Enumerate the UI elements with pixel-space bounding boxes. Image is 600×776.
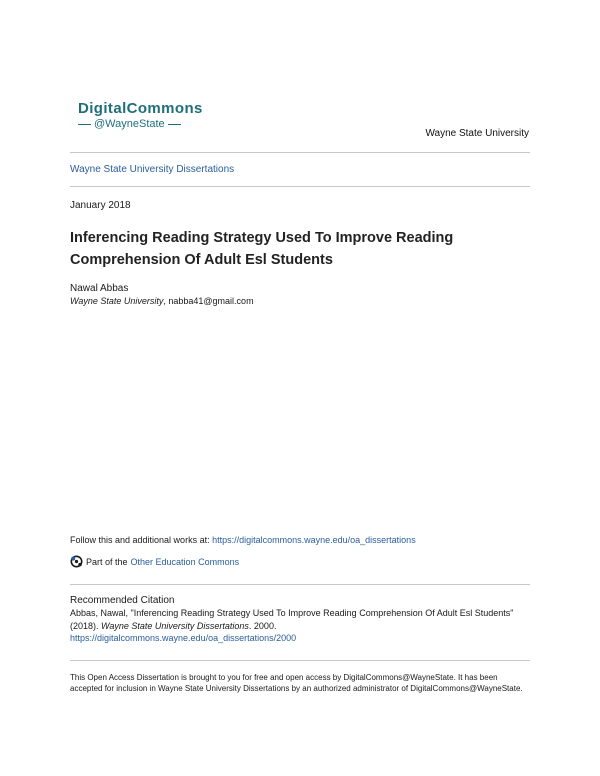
logo-rule-left bbox=[78, 124, 91, 125]
follow-text: Follow this and additional works at: bbox=[70, 535, 213, 545]
follow-line bbox=[70, 535, 416, 545]
citation-series: Wayne State University Dissertations bbox=[101, 620, 249, 631]
institution-name: Wayne State University bbox=[425, 128, 529, 139]
citation-text: Abbas, Nawal, "Inferencing Reading Strategy Used To Improve Reading Comprehension Of Adult Esl Students" (2018). bbox=[70, 608, 514, 631]
author-email: , nabba41@gmail.com bbox=[163, 296, 254, 306]
open-access-notice: This Open Access Dissertation is brought to you for free and open access by DigitalCommons@WayneState. It has been accepted for inclusion in Wayne State University Dissertations by an authorized administrator of DigitalCommons@WayneState. bbox=[70, 673, 523, 693]
author-institution: Wayne State University bbox=[70, 296, 164, 306]
divider bbox=[70, 660, 530, 661]
divider bbox=[70, 152, 530, 153]
publication-date: January 2018 bbox=[70, 200, 131, 211]
document-title: Inferencing Reading Strategy Used To Improve Reading Comprehension Of Adult Esl Students bbox=[70, 230, 454, 268]
logo-rule-right bbox=[168, 124, 181, 125]
logo-wordmark: DigitalCommons bbox=[78, 100, 203, 117]
divider bbox=[70, 584, 530, 585]
digitalcommons-logo[interactable] bbox=[78, 101, 218, 130]
other-education-commons-link[interactable]: Other Education Commons bbox=[130, 556, 240, 567]
citation-body bbox=[70, 607, 530, 645]
collection-link[interactable]: https://digitalcommons.wayne.edu/oa_dissertations bbox=[212, 535, 416, 545]
logo-subline bbox=[78, 118, 218, 130]
network-icon bbox=[70, 555, 83, 568]
citation-link[interactable]: https://digitalcommons.wayne.edu/oa_dissertations/2000 bbox=[70, 633, 297, 643]
citation-number: . 2000. bbox=[248, 620, 277, 631]
logo-subtext: @WayneState bbox=[94, 118, 165, 130]
recommended-citation-heading: Recommended Citation bbox=[70, 595, 175, 606]
part-of-line bbox=[70, 555, 239, 568]
series-link[interactable]: Wayne State University Dissertations bbox=[70, 164, 235, 175]
author-name: Nawal Abbas bbox=[70, 283, 129, 294]
part-of-prefix: Part of the bbox=[86, 556, 128, 567]
author-affiliation bbox=[70, 296, 254, 306]
divider bbox=[70, 186, 530, 187]
